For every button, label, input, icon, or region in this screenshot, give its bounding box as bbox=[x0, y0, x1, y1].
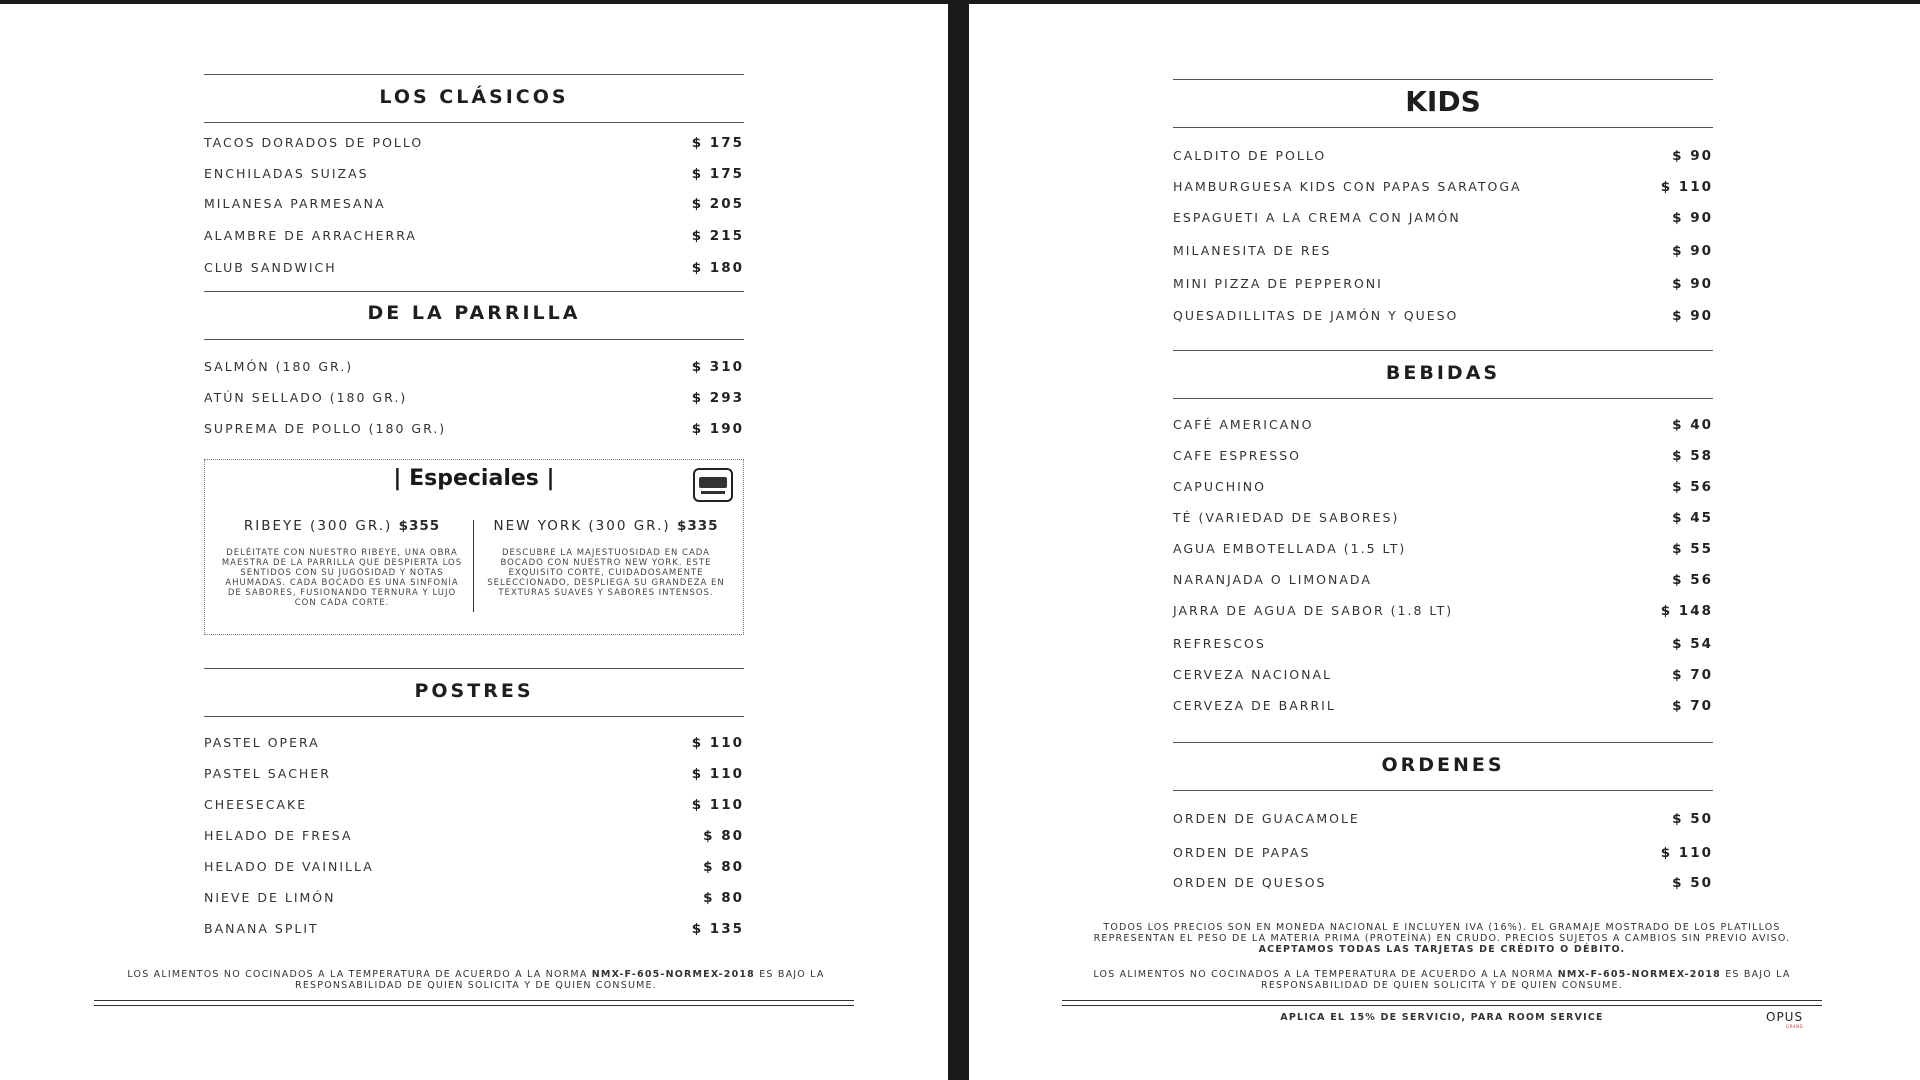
menu-item bbox=[204, 766, 744, 784]
item-name: ENCHILADAS SUIZAS bbox=[204, 166, 369, 181]
item-price: $ 310 bbox=[691, 359, 744, 375]
section-title-postres: POSTRES bbox=[414, 680, 534, 702]
item-name: PASTEL SACHER bbox=[204, 766, 331, 781]
menu-item bbox=[1173, 179, 1713, 197]
special-description: DESCUBRE LA MAJESTUOSIDAD EN CADA BOCADO CON NUESTRO NEW YORK. ESTE EXQUISITO CORTE, CUIDADOSAMENTE SELECCIONADO, DESPLIEGA SU GRANDEZA EN TEXTURAS SUAVES Y SABORES INTENSOS. bbox=[487, 548, 725, 598]
menu-item bbox=[1173, 308, 1713, 326]
item-price: $ 205 bbox=[691, 196, 744, 212]
special-newyork bbox=[477, 518, 735, 598]
item-price: $ 110 bbox=[691, 797, 744, 813]
section-rule bbox=[204, 668, 744, 669]
section-rule bbox=[1173, 790, 1713, 791]
item-name: ORDEN DE PAPAS bbox=[1173, 845, 1311, 860]
item-name: CHEESECAKE bbox=[204, 797, 308, 812]
menu-item bbox=[204, 421, 744, 439]
menu-page-left bbox=[0, 4, 948, 1080]
item-name: SUPREMA DE POLLO (180 GR.) bbox=[204, 421, 447, 436]
special-description: DELÉITATE CON NUESTRO RIBEYE, UNA OBRA MAESTRA DE LA PARRILLA QUE DESPIERTA LOS SENTIDOS CON SU JUGOSIDAD Y NOTAS AHUMADAS. CADA BOCADO ES UNA SINFONÍA DE SABORES, FUSIONANDO TERNURA Y LUJO CON CADA CORTE. bbox=[221, 548, 463, 608]
item-price: $ 110 bbox=[1660, 845, 1713, 861]
section-title-ordenes: ORDENES bbox=[1381, 754, 1505, 776]
item-price: $ 58 bbox=[1672, 448, 1713, 464]
menu-item bbox=[204, 828, 744, 846]
menu-item bbox=[204, 859, 744, 877]
double-rule bbox=[1062, 1000, 1822, 1006]
item-price: $ 56 bbox=[1672, 479, 1713, 495]
especiales-title: | Especiales | bbox=[393, 466, 555, 491]
section-rule bbox=[204, 122, 744, 123]
raw-food-footnote bbox=[1062, 969, 1822, 991]
item-name: CAFE ESPRESSO bbox=[1173, 448, 1302, 463]
item-name: MINI PIZZA DE PEPPERONI bbox=[1173, 276, 1383, 291]
item-name: BANANA SPLIT bbox=[204, 921, 319, 936]
menu-item bbox=[1173, 417, 1713, 435]
item-price: $ 90 bbox=[1672, 243, 1713, 259]
item-name: CALDITO DE POLLO bbox=[1173, 148, 1327, 163]
menu-item bbox=[1173, 479, 1713, 497]
special-divider bbox=[473, 520, 474, 612]
menu-item bbox=[1173, 243, 1713, 261]
item-price: $ 50 bbox=[1672, 875, 1713, 891]
item-name: TACOS DORADOS DE POLLO bbox=[204, 135, 424, 150]
section-title-bebidas: BEBIDAS bbox=[1385, 362, 1501, 384]
menu-item bbox=[1173, 636, 1713, 654]
special-name: RIBEYE (300 GR.) bbox=[243, 518, 393, 534]
menu-item bbox=[204, 135, 744, 153]
special-price: $355 bbox=[398, 518, 441, 534]
item-name: REFRESCOS bbox=[1173, 636, 1266, 651]
item-name: NIEVE DE LIMÓN bbox=[204, 890, 336, 905]
raw-food-footnote bbox=[96, 969, 856, 991]
special-ribeye bbox=[213, 518, 471, 608]
item-price: $ 175 bbox=[691, 166, 744, 182]
footnote-text: ES BAJO LA RESPONSABILIDAD DE QUIEN SOLICITA Y DE QUIEN CONSUME. bbox=[295, 969, 825, 991]
section-rule bbox=[204, 291, 744, 292]
item-price: $ 40 bbox=[1672, 417, 1713, 433]
section-rule bbox=[1173, 350, 1713, 351]
norm-code: NMX-F-605-NORMEX-2018 bbox=[1557, 969, 1721, 980]
prices-note-text: TODOS LOS PRECIOS SON EN MONEDA NACIONAL E INCLUYEN IVA (16%). EL GRAMAJE MOSTRADO DE LOS PLATILLOS REPRESENTAN EL PESO DE LA MATERIA PRIMA (PROTEÍNA) EN CRUDO. PRECIOS SUJETOS A CAMBIOS SIN PREVIO AVISO. bbox=[1093, 922, 1791, 944]
item-price: $ 110 bbox=[1660, 179, 1713, 195]
footnote-text: LOS ALIMENTOS NO COCINADOS A LA TEMPERATURA DE ACUERDO A LA NORMA bbox=[127, 969, 592, 980]
double-rule bbox=[94, 1000, 854, 1006]
item-name: SALMÓN (180 GR.) bbox=[204, 359, 354, 374]
item-price: $ 70 bbox=[1672, 667, 1713, 683]
item-name: CAFÉ AMERICANO bbox=[1173, 417, 1314, 432]
item-name: TÉ (VARIEDAD DE SABORES) bbox=[1173, 510, 1400, 525]
steak-badge-icon bbox=[693, 468, 733, 502]
prices-note bbox=[1062, 922, 1822, 955]
menu-item bbox=[204, 890, 744, 908]
logo-text: OPUS bbox=[1766, 1010, 1804, 1024]
item-name: MILANESA PARMESANA bbox=[204, 196, 386, 211]
cards-note: ACEPTAMOS TODAS LAS TARJETAS DE CRÉDITO O DÉBITO. bbox=[1258, 944, 1626, 955]
section-title-kids: KIDS bbox=[1405, 85, 1481, 118]
item-price: $ 90 bbox=[1672, 148, 1713, 164]
item-price: $ 70 bbox=[1672, 698, 1713, 714]
item-price: $ 80 bbox=[703, 859, 744, 875]
section-title-parrilla: DE LA PARRILLA bbox=[367, 302, 581, 324]
item-price: $ 135 bbox=[691, 921, 744, 937]
item-price: $ 180 bbox=[691, 260, 744, 276]
menu-page-right bbox=[969, 4, 1920, 1080]
item-price: $ 215 bbox=[691, 228, 744, 244]
menu-item bbox=[204, 228, 744, 246]
special-name: NEW YORK (300 GR.) bbox=[493, 518, 671, 534]
menu-item bbox=[204, 797, 744, 815]
especiales-box bbox=[204, 459, 744, 635]
item-price: $ 148 bbox=[1660, 603, 1713, 619]
item-name: ALAMBRE DE ARRACHERRA bbox=[204, 228, 417, 243]
item-price: $ 45 bbox=[1672, 510, 1713, 526]
menu-item bbox=[204, 735, 744, 753]
menu-item bbox=[1173, 541, 1713, 559]
item-name: HAMBURGUESA KIDS CON PAPAS SARATOGA bbox=[1173, 179, 1522, 194]
item-name: MILANESITA DE RES bbox=[1173, 243, 1332, 258]
logo-subtext: GRAND bbox=[1786, 1024, 1804, 1029]
menu-item bbox=[1173, 875, 1713, 893]
item-price: $ 90 bbox=[1672, 308, 1713, 324]
menu-item bbox=[1173, 667, 1713, 685]
menu-item bbox=[1173, 698, 1713, 716]
menu-item bbox=[204, 196, 744, 214]
footnote-text: ES BAJO LA RESPONSABILIDAD DE QUIEN SOLICITA Y DE QUIEN CONSUME. bbox=[1261, 969, 1791, 991]
item-price: $ 110 bbox=[691, 766, 744, 782]
service-note: APLICA EL 15% DE SERVICIO, PARA ROOM SERVICE bbox=[1280, 1012, 1604, 1023]
footnote-text: LOS ALIMENTOS NO COCINADOS A LA TEMPERATURA DE ACUERDO A LA NORMA bbox=[1093, 969, 1558, 980]
item-price: $ 90 bbox=[1672, 276, 1713, 292]
item-price: $ 80 bbox=[703, 890, 744, 906]
item-name: PASTEL OPERA bbox=[204, 735, 320, 750]
item-name: CLUB SANDWICH bbox=[204, 260, 337, 275]
menu-item bbox=[1173, 510, 1713, 528]
item-name: ATÚN SELLADO (180 GR.) bbox=[204, 390, 408, 405]
item-name: ORDEN DE GUACAMOLE bbox=[1173, 811, 1360, 826]
item-price: $ 55 bbox=[1672, 541, 1713, 557]
item-name: ESPAGUETI A LA CREMA CON JAMÓN bbox=[1173, 210, 1461, 225]
menu-item bbox=[1173, 448, 1713, 466]
item-name: NARANJADA O LIMONADA bbox=[1173, 572, 1372, 587]
special-price: $335 bbox=[676, 518, 719, 534]
item-price: $ 175 bbox=[691, 135, 744, 151]
item-price: $ 56 bbox=[1672, 572, 1713, 588]
item-name: HELADO DE VAINILLA bbox=[204, 859, 374, 874]
item-price: $ 190 bbox=[691, 421, 744, 437]
menu-item bbox=[1173, 210, 1713, 228]
item-price: $ 54 bbox=[1672, 636, 1713, 652]
item-price: $ 293 bbox=[691, 390, 744, 406]
section-rule bbox=[1173, 742, 1713, 743]
menu-item bbox=[1173, 276, 1713, 294]
opus-logo bbox=[1766, 1010, 1803, 1029]
menu-item bbox=[1173, 603, 1713, 621]
section-rule bbox=[204, 716, 744, 717]
menu-item bbox=[204, 359, 744, 377]
section-rule bbox=[1173, 79, 1713, 80]
item-price: $ 50 bbox=[1672, 811, 1713, 827]
menu-item bbox=[1173, 811, 1713, 829]
menu-item bbox=[204, 260, 744, 278]
menu-item bbox=[204, 921, 744, 939]
item-name: ORDEN DE QUESOS bbox=[1173, 875, 1327, 890]
section-title-los-clasicos: LOS CLÁSICOS bbox=[379, 86, 569, 108]
item-price: $ 80 bbox=[703, 828, 744, 844]
item-name: AGUA EMBOTELLADA (1.5 LT) bbox=[1173, 541, 1407, 556]
item-name: JARRA DE AGUA DE SABOR (1.8 LT) bbox=[1173, 603, 1454, 618]
section-rule bbox=[204, 74, 744, 75]
menu-item bbox=[1173, 845, 1713, 863]
item-price: $ 90 bbox=[1672, 210, 1713, 226]
item-name: HELADO DE FRESA bbox=[204, 828, 353, 843]
section-rule bbox=[1173, 127, 1713, 128]
menu-item bbox=[204, 390, 744, 408]
section-rule bbox=[1173, 398, 1713, 399]
menu-item bbox=[1173, 572, 1713, 590]
item-name: CERVEZA NACIONAL bbox=[1173, 667, 1332, 682]
menu-item bbox=[1173, 148, 1713, 166]
item-name: QUESADILLITAS DE JAMÓN Y QUESO bbox=[1173, 308, 1459, 323]
norm-code: NMX-F-605-NORMEX-2018 bbox=[591, 969, 755, 980]
menu-item bbox=[204, 166, 744, 184]
item-name: CAPUCHINO bbox=[1173, 479, 1266, 494]
section-rule bbox=[204, 339, 744, 340]
item-price: $ 110 bbox=[691, 735, 744, 751]
item-name: CERVEZA DE BARRIL bbox=[1173, 698, 1336, 713]
